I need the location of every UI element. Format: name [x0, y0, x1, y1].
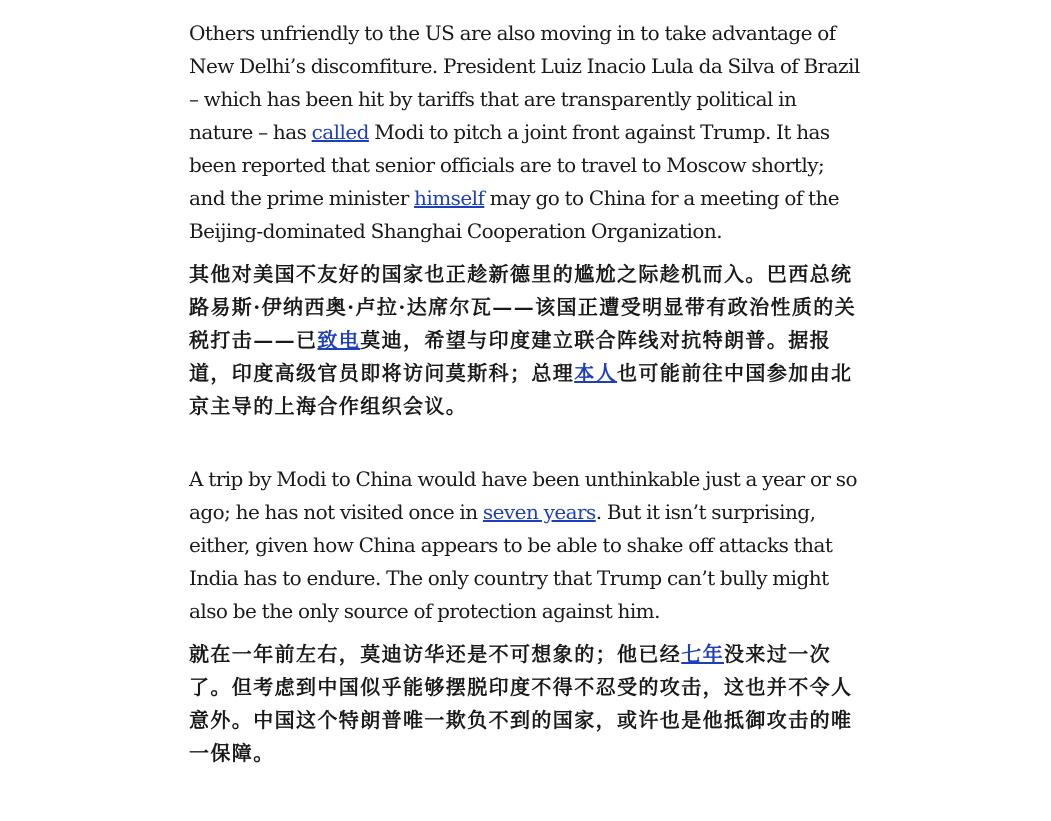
text-segment: 没来过一次了。但考虑到中国似乎能够摆脱印度不得不忍受的攻击，这也并不令人意外。中国这个特朗普唯一欺负不到的国家，或许也是他抵御攻击的唯一保障。: [189, 642, 853, 765]
text-segment: 其他对美国不友好的国家也正趁新德里的尴尬之际趁机而入。巴西总统路易斯·伊纳西奥·卢拉·达席尔瓦——该国正遭受明显带有政治性质的关税打击——已: [189, 262, 857, 352]
article-body: [189, 17, 865, 770]
paragraph-zh-1: [189, 258, 865, 423]
paragraph-en-1: [189, 17, 865, 248]
paragraph-en-2: [189, 463, 865, 628]
text-segment: A trip by Modi to China would have been unthinkable just a year or so ago; he has not visited once in: [189, 467, 857, 524]
link-called[interactable]: called: [311, 120, 369, 144]
link-himself[interactable]: himself: [414, 186, 485, 210]
text-segment: 就在一年前左右，莫迪访华还是不可想象的；他已经: [189, 642, 682, 666]
text-segment: may go to China for a meeting of the Beijing-dominated Shanghai Cooperation Organization.: [189, 186, 840, 243]
text-segment: . But it isn’t surprising, either, given how China appears to be able to shake off attacks that India has to endure. The only country that Trump can’t bully might also be the only source of protection against him.: [189, 500, 833, 623]
link-benren[interactable]: 本人: [574, 361, 618, 385]
text-segment: Modi to pitch a joint front against Trump. It has been reported that senior officials are to travel to Moscow shortly; and the prime minister: [189, 120, 830, 210]
paragraph-zh-2: [189, 638, 865, 770]
text-segment: Others unfriendly to the US are also moving in to take advantage of New Delhi’s discomfiture. President Luiz Inacio Lula da Silva of Brazil – which has been hit by tariffs that are transparently political in nature – has: [189, 21, 860, 144]
link-zhidian[interactable]: 致电: [317, 328, 361, 352]
link-seven-years[interactable]: seven years: [482, 500, 596, 524]
link-qinian[interactable]: 七年: [681, 642, 725, 666]
text-segment: 也可能前往中国参加由北京主导的上海合作组织会议。: [189, 361, 853, 418]
text-segment: 莫迪，希望与印度建立联合阵线对抗特朗普。据报道，印度高级官员即将访问莫斯科；总理: [189, 328, 832, 385]
